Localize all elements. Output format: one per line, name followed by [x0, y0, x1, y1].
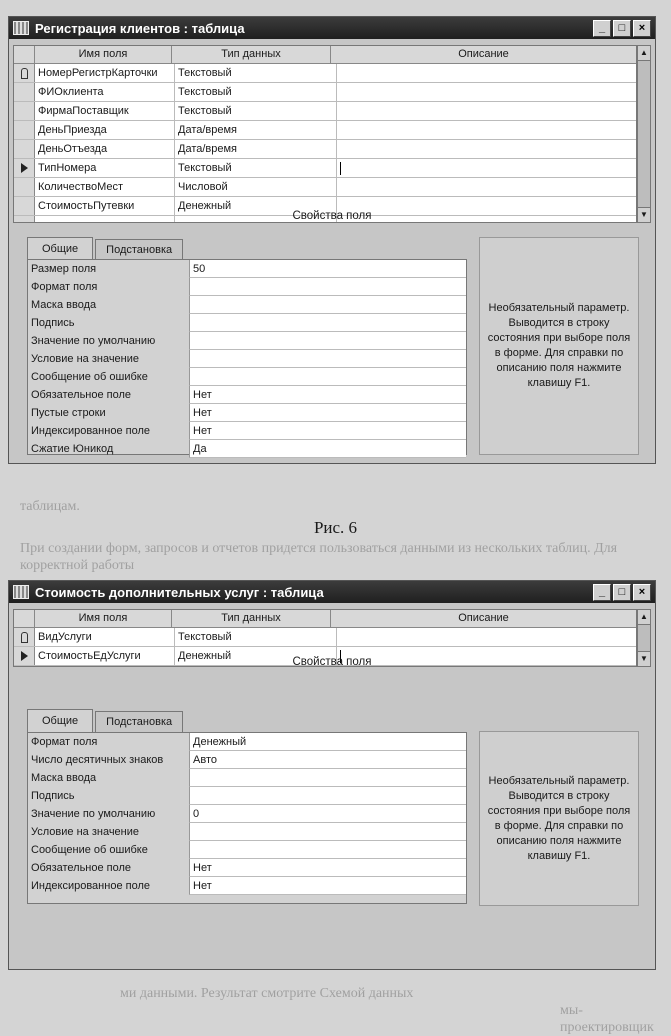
window-title: Стоимость дополнительных услуг : таблица	[35, 584, 324, 600]
maximize-icon[interactable]: □	[613, 20, 631, 37]
help-hint	[479, 731, 639, 906]
table-row[interactable]	[14, 83, 636, 102]
scroll-down-icon[interactable]: ▼	[638, 651, 650, 666]
table-row[interactable]	[14, 121, 636, 140]
table-row[interactable]	[14, 64, 636, 83]
property-value-field[interactable]: Денежный	[189, 733, 466, 751]
window-title: Регистрация клиентов : таблица	[35, 20, 245, 36]
property-value-field[interactable]	[189, 332, 466, 350]
row-selector-header	[14, 46, 35, 63]
data-type-cell[interactable]: Текстовый	[175, 64, 337, 82]
column-header-field-name: Имя поля	[35, 610, 172, 627]
grid-header	[14, 610, 636, 628]
page-text-line: ми данными. Результат смотрите Схемой данных	[120, 986, 414, 1001]
property-row	[28, 805, 466, 823]
property-label: Размер поля	[31, 263, 97, 275]
minimize-icon[interactable]: _	[593, 584, 611, 601]
page-text-line: При создании форм, запросов и отчетов придется пользоваться данными из нескольких таблиц. Для корректной работы	[20, 541, 618, 573]
data-type-cell[interactable]: Текстовый	[175, 83, 337, 101]
description-cell[interactable]	[337, 140, 636, 158]
property-label: Значение по умолчанию	[31, 808, 156, 820]
property-value-field[interactable]	[189, 278, 466, 296]
row-selector[interactable]	[14, 64, 35, 82]
help-hint-text: Необязательный параметр. Выводится в строку состояния при выборе поля в форме. Для справки по описанию поля нажмите клавишу F1.	[487, 774, 631, 862]
title-bar[interactable]	[9, 17, 655, 39]
text-cursor	[340, 162, 341, 175]
property-row	[28, 350, 466, 368]
property-row	[28, 877, 466, 895]
tab-general[interactable]: Общие	[27, 709, 93, 732]
row-selector[interactable]	[14, 83, 35, 101]
property-value-field[interactable]	[189, 350, 466, 368]
property-row	[28, 422, 466, 440]
property-value-field[interactable]	[189, 841, 466, 859]
field-name-cell[interactable]: СтоимостьЕдУслуги	[35, 647, 175, 665]
page-text-line: таблицам.	[20, 499, 80, 514]
property-value-field[interactable]: Нет	[189, 404, 466, 422]
property-row	[28, 296, 466, 314]
page-text-line: мы-проектировщик	[560, 1003, 654, 1035]
property-label: Сообщение об ошибке	[31, 844, 148, 856]
property-label: Число десятичных знаков	[31, 754, 164, 766]
scroll-down-icon[interactable]: ▼	[638, 207, 650, 222]
property-label: Сообщение об ошибке	[31, 371, 148, 383]
property-value-field[interactable]: Нет	[189, 877, 466, 895]
property-row	[28, 404, 466, 422]
maximize-icon[interactable]: □	[613, 584, 631, 601]
field-grid	[13, 45, 637, 223]
section-title: Свойства поля	[292, 210, 372, 222]
property-label: Индексированное поле	[31, 880, 150, 892]
vertical-scrollbar[interactable]	[637, 45, 651, 223]
help-hint-text: Необязательный параметр. Выводится в строку состояния при выборе поля в форме. Для справки по описанию поля нажмите клавишу F1.	[487, 302, 631, 389]
minimize-icon[interactable]: _	[593, 20, 611, 37]
table-row[interactable]	[14, 102, 636, 121]
field-name-cell[interactable]: СтоимостьПутевки	[35, 197, 175, 215]
description-cell[interactable]	[337, 121, 636, 139]
property-label: Обязательное поле	[31, 862, 132, 874]
field-name-cell[interactable]: ФИОклиента	[35, 83, 175, 101]
field-name-cell[interactable]: ДеньПриезда	[35, 121, 175, 139]
property-value-field[interactable]	[189, 769, 466, 787]
scroll-up-icon[interactable]: ▲	[638, 610, 650, 625]
property-row	[28, 440, 466, 458]
current-row-pointer-icon	[21, 163, 28, 173]
primary-key-icon	[21, 68, 28, 79]
property-label: Маска ввода	[31, 299, 97, 311]
row-selector[interactable]	[14, 178, 35, 196]
property-label: Маска ввода	[31, 772, 97, 784]
description-cell[interactable]	[337, 178, 636, 196]
property-value-field[interactable]: Нет	[189, 422, 466, 440]
property-row	[28, 859, 466, 877]
description-cell[interactable]	[337, 628, 636, 646]
section-title: Свойства поля	[292, 656, 372, 668]
property-label: Условие на значение	[31, 353, 140, 365]
description-cell[interactable]	[337, 64, 636, 82]
property-row	[28, 278, 466, 296]
property-tabs	[27, 239, 185, 260]
property-label: Индексированное поле	[31, 425, 150, 437]
description-cell[interactable]	[337, 83, 636, 101]
column-header-field-name: Имя поля	[35, 46, 172, 63]
data-type-cell[interactable]: Денежный	[175, 647, 337, 665]
property-row	[28, 386, 466, 404]
property-value-field[interactable]	[189, 296, 466, 314]
property-value-field[interactable]: 0	[189, 805, 466, 823]
property-row	[28, 332, 466, 350]
data-type-cell[interactable]: Текстовый	[175, 159, 337, 177]
tab-lookup[interactable]: Подстановка	[95, 239, 183, 260]
property-value-field[interactable]	[189, 823, 466, 841]
row-selector[interactable]	[14, 121, 35, 139]
row-selector-header	[14, 610, 35, 627]
data-type-cell[interactable]: Дата/время	[175, 121, 337, 139]
property-row	[28, 823, 466, 841]
table-icon	[13, 585, 29, 599]
property-row	[28, 841, 466, 859]
property-value-field[interactable]: Да	[189, 440, 466, 458]
tab-lookup[interactable]: Подстановка	[95, 711, 183, 732]
grid-header	[14, 46, 636, 64]
table-icon	[13, 21, 29, 35]
property-row	[28, 733, 466, 751]
title-bar[interactable]	[9, 581, 655, 603]
data-type-cell[interactable]: Денежный	[175, 197, 337, 215]
primary-key-icon	[21, 632, 28, 643]
table-row[interactable]	[14, 140, 636, 159]
table-row[interactable]	[14, 159, 636, 178]
table-design-window-clients	[8, 16, 656, 464]
close-icon[interactable]: ×	[633, 20, 651, 37]
property-row	[28, 787, 466, 805]
table-row[interactable]	[14, 628, 636, 647]
tab-general[interactable]: Общие	[27, 237, 93, 260]
row-selector[interactable]	[14, 102, 35, 120]
scroll-up-icon[interactable]: ▲	[638, 46, 650, 61]
property-label: Сжатие Юникод	[31, 443, 114, 455]
property-row	[28, 260, 466, 278]
property-label: Формат поля	[31, 736, 98, 748]
field-name-cell[interactable]: ВидУслуги	[35, 628, 175, 646]
property-label: Пустые строки	[31, 407, 106, 419]
field-name-cell[interactable]: ДеньОтъезда	[35, 140, 175, 158]
property-value-field[interactable]: 50	[189, 260, 466, 278]
data-type-cell[interactable]: Текстовый	[175, 628, 337, 646]
property-value-field[interactable]	[189, 787, 466, 805]
property-tabs	[27, 711, 185, 732]
property-row	[28, 314, 466, 332]
table-row[interactable]	[14, 178, 636, 197]
property-value-field[interactable]	[189, 368, 466, 386]
row-selector[interactable]	[14, 140, 35, 158]
property-label: Формат поля	[31, 281, 98, 293]
property-value-field[interactable]: Авто	[189, 751, 466, 769]
column-header-data-type: Тип данных	[172, 610, 331, 627]
field-name-cell[interactable]: НомерРегистрКарточки	[35, 64, 175, 82]
property-label: Значение по умолчанию	[31, 335, 156, 347]
property-row	[28, 751, 466, 769]
data-type-cell[interactable]: Числовой	[175, 178, 337, 196]
data-type-cell[interactable]: Текстовый	[175, 102, 337, 120]
description-cell[interactable]	[337, 102, 636, 120]
field-name-cell[interactable]: КоличествоМест	[35, 178, 175, 196]
property-row	[28, 368, 466, 386]
field-name-cell[interactable]: ТипНомера	[35, 159, 175, 177]
table-design-window-services	[8, 580, 656, 970]
description-cell[interactable]	[337, 159, 636, 177]
row-selector[interactable]	[14, 628, 35, 646]
property-value-field[interactable]: Нет	[189, 386, 466, 404]
column-header-description: Описание	[458, 612, 509, 624]
property-label: Подпись	[31, 790, 75, 802]
property-label: Обязательное поле	[31, 389, 132, 401]
figure-caption: Рис. 6	[313, 518, 358, 537]
column-header-data-type: Тип данных	[172, 46, 331, 63]
property-label: Условие на значение	[31, 826, 140, 838]
help-hint	[479, 237, 639, 455]
row-selector[interactable]	[14, 159, 35, 177]
property-panel	[27, 732, 467, 904]
data-type-cell[interactable]: Дата/время	[175, 140, 337, 158]
close-icon[interactable]: ×	[633, 584, 651, 601]
column-header-description: Описание	[458, 48, 509, 60]
property-panel	[27, 259, 467, 455]
field-name-cell[interactable]: ФирмаПоставщик	[35, 102, 175, 120]
property-value-field[interactable]	[189, 314, 466, 332]
property-row	[28, 769, 466, 787]
property-label: Подпись	[31, 317, 75, 329]
property-value-field[interactable]: Нет	[189, 859, 466, 877]
